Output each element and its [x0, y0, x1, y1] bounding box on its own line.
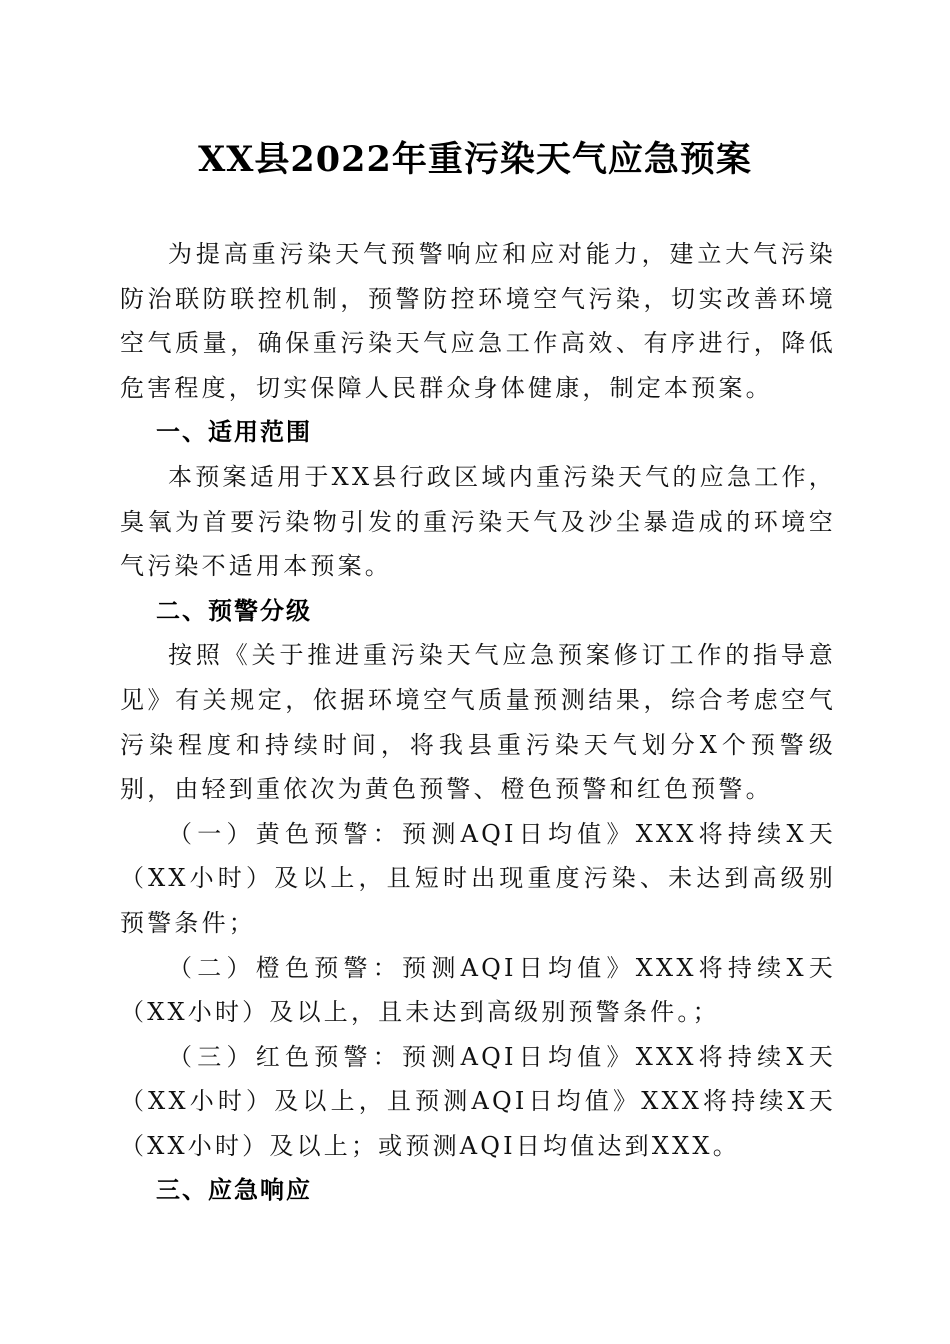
section-text-scope: 本预案适用于XX县行政区域内重污染天气的应急工作，臭氧为首要污染物引发的重污染天气及沙尘暴造成的环境空气污染不适用本预案。	[120, 462, 836, 581]
document-body	[120, 232, 836, 1213]
warning-level-yellow: （一）黄色预警：预测AQI日均值》XXX将持续X天（XX小时）及以上，且短时出现重度污染、未达到高级别预警条件；	[120, 819, 836, 937]
intro-paragraph: 为提高重污染天气预警响应和应对能力，建立大气污染防治联防联控机制，预警防控环境空气污染，切实改善环境空气质量，确保重污染天气应急工作高效、有序进行，降低危害程度，切实保障人民群众身体健康，制定本预案。	[120, 240, 836, 402]
section-heading-warning-levels: 二、预警分级	[156, 596, 312, 625]
warning-level-red: （三）红色预警：预测AQI日均值》XXX将持续X天（XX小时）及以上，且预测AQI日均值》XXX将持续X天（XX小时）及以上；或预测AQI日均值达到XXX。	[120, 1042, 836, 1160]
document-title: XX县2022年重污染天气应急预案	[198, 139, 752, 180]
section-heading-scope: 一、适用范围	[156, 418, 312, 447]
section-heading-emergency-response: 三、应急响应	[156, 1176, 312, 1205]
section-text-warning-levels: 按照《关于推进重污染天气应急预案修订工作的指导意见》有关规定，依据环境空气质量预测结果，综合考虑空气污染程度和持续时间，将我县重污染天气划分X个预警级别，由轻到重依次为黄色预警、橙色预警和红色预警。	[120, 641, 836, 804]
warning-level-orange: （二）橙色预警：预测AQI日均值》XXX将持续X天（XX小时）及以上，且未达到高级别预警条件。；	[120, 953, 836, 1027]
